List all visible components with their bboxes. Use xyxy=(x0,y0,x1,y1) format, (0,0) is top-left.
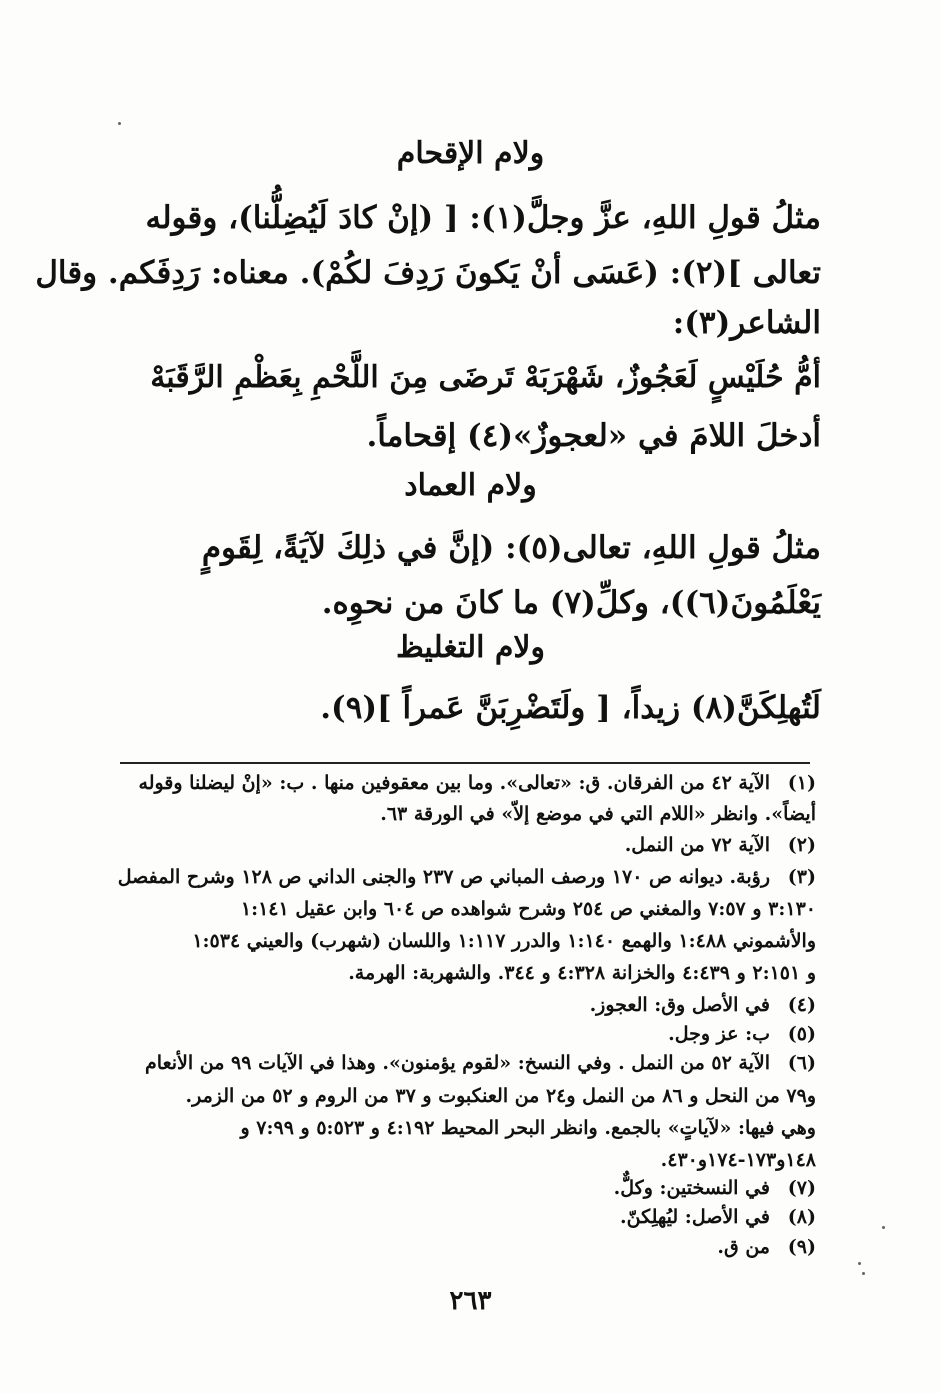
footnote-number: (٦) xyxy=(787,1052,816,1074)
footnote-6 xyxy=(116,1052,816,1074)
footnote-number: (٤) xyxy=(787,994,816,1016)
scan-speck xyxy=(882,1226,885,1229)
footnote-1 xyxy=(116,772,816,794)
body-line-1: مثلُ قولِ اللهِ، عزَّ وجلَّ(١): [ (إنْ كادَ لَيُضِلُّنا)، وقوله xyxy=(145,200,821,236)
footnote-3-cont-2: والأشموني ١:٤٨٨ والهمع ١:١٤٠ والدرر ١:١١٧ واللسان (شهرب) والعيني ١:٥٣٤ xyxy=(192,930,816,952)
footnote-2 xyxy=(116,834,816,856)
footnote-number: (٩) xyxy=(787,1236,816,1258)
footnote-number: (٣) xyxy=(787,866,816,888)
footnote-text: الآية ٤٢ من الفرقان. ق: «تعالى». وما بين معقوفين منها . ب: «إنْ ليضلنا وقوله xyxy=(138,772,770,794)
scan-speck xyxy=(858,1262,861,1265)
footnote-number: (١) xyxy=(787,772,816,794)
page-number: ٢٦٣ xyxy=(449,1286,492,1316)
heading-imad: ولام العماد xyxy=(404,468,537,503)
footnote-3 xyxy=(116,866,816,888)
body-line-3: الشاعر(٣): xyxy=(672,305,821,341)
scan-speck xyxy=(118,122,121,125)
footnote-9 xyxy=(116,1236,816,1258)
footnote-6-cont-3: ١٤٨و١٧٣-١٧٤و٤٣٠. xyxy=(660,1149,816,1171)
footnote-3-cont-3: و ٢:١٥١ و ٤:٤٣٩ والخزانة ٤:٣٢٨ و ٣٤٤. والشهربة: الهرمة. xyxy=(348,962,816,984)
footnote-text: في الأصل: ليُهلِكنّ. xyxy=(620,1206,770,1228)
footnote-text: في الأصل وق: العجوز. xyxy=(589,994,770,1016)
footnote-8 xyxy=(116,1206,816,1228)
footnote-number: (٨) xyxy=(787,1206,816,1228)
poem-verse: أمُّ حُلَيْسٍ لَعَجُوزٌ، شَهْرَبَهْ تَرضَى مِنَ اللَّحْمِ بِعَظْمِ الرَّقَبَهْ xyxy=(150,360,821,395)
footnote-number: (٢) xyxy=(787,834,816,856)
scan-speck xyxy=(862,1272,865,1275)
body-line-2: تعالى ](٢): (عَسَى أنْ يَكونَ رَدِفَ لكُمْ). معناه: رَدِفَكم. وقال xyxy=(35,255,821,291)
footnote-number: (٧) xyxy=(787,1177,816,1199)
footnote-6-cont-1: و٧٩ من النحل و ٨٦ من النمل و٢٤ من العنكبوت و ٣٧ من الروم و ٥٢ من الزمر. xyxy=(185,1085,816,1107)
footnote-6-cont-2: وهي فيها: «لآياتٍ» بالجمع. وانظر البحر المحيط ٤:١٩٢ و ٥:٥٢٣ و ٧:٩٩ و xyxy=(240,1117,816,1139)
footnote-3-cont-1: ٣:١٣٠ و ٧:٥٧ والمغني ص ٢٥٤ وشرح شواهده ص ٦٠٤ وابن عقيل ١:١٤١ xyxy=(240,898,816,920)
footnote-text: الآية ٧٢ من النمل. xyxy=(624,834,770,856)
footnote-text: الآية ٥٢ من النمل . وفي النسخ: «لقوم يؤمنون». وهذا في الآيات ٩٩ من الأنعام xyxy=(145,1052,770,1074)
footnote-text: في النسختين: وكلٌّ. xyxy=(613,1177,770,1199)
footnote-text: رؤبة. ديوانه ص ١٧٠ ورصف المباني ص ٢٣٧ والجنى الداني ص ١٢٨ وشرح المفصل xyxy=(117,866,770,888)
heading-iqham: ولام الإقحام xyxy=(396,136,545,171)
footnote-4 xyxy=(116,994,816,1016)
footnote-7 xyxy=(116,1177,816,1199)
heading-taghlith: ولام التغليظ xyxy=(395,630,546,665)
footnote-separator xyxy=(120,762,810,764)
footnote-1-cont: أيضاً». وانظر «اللام التي في موضع إلاّ» في الورقة ٦٣. xyxy=(380,803,816,825)
footnote-number: (٥) xyxy=(787,1023,816,1045)
footnote-text: من ق. xyxy=(717,1236,770,1258)
body-line-7: لَتُهلِكَنَّ(٨) زيداً، [ ولَتَضْرِبَنَّ عَمراً ](٩). xyxy=(320,690,821,726)
body-line-5: مثلُ قولِ اللهِ، تعالى(٥): (إنَّ في ذلِكَ لآيَةً، لِقَومٍ xyxy=(201,530,821,566)
body-line-6: يَعْلَمُونَ(٦))، وكلِّ(٧) ما كانَ من نحوِه. xyxy=(321,585,821,621)
footnote-text: ب: عز وجل. xyxy=(668,1023,770,1045)
body-line-4: أدخلَ اللامَ في «لعجوزٌ»(٤) إقحاماً. xyxy=(366,418,821,454)
footnote-5 xyxy=(116,1023,816,1045)
